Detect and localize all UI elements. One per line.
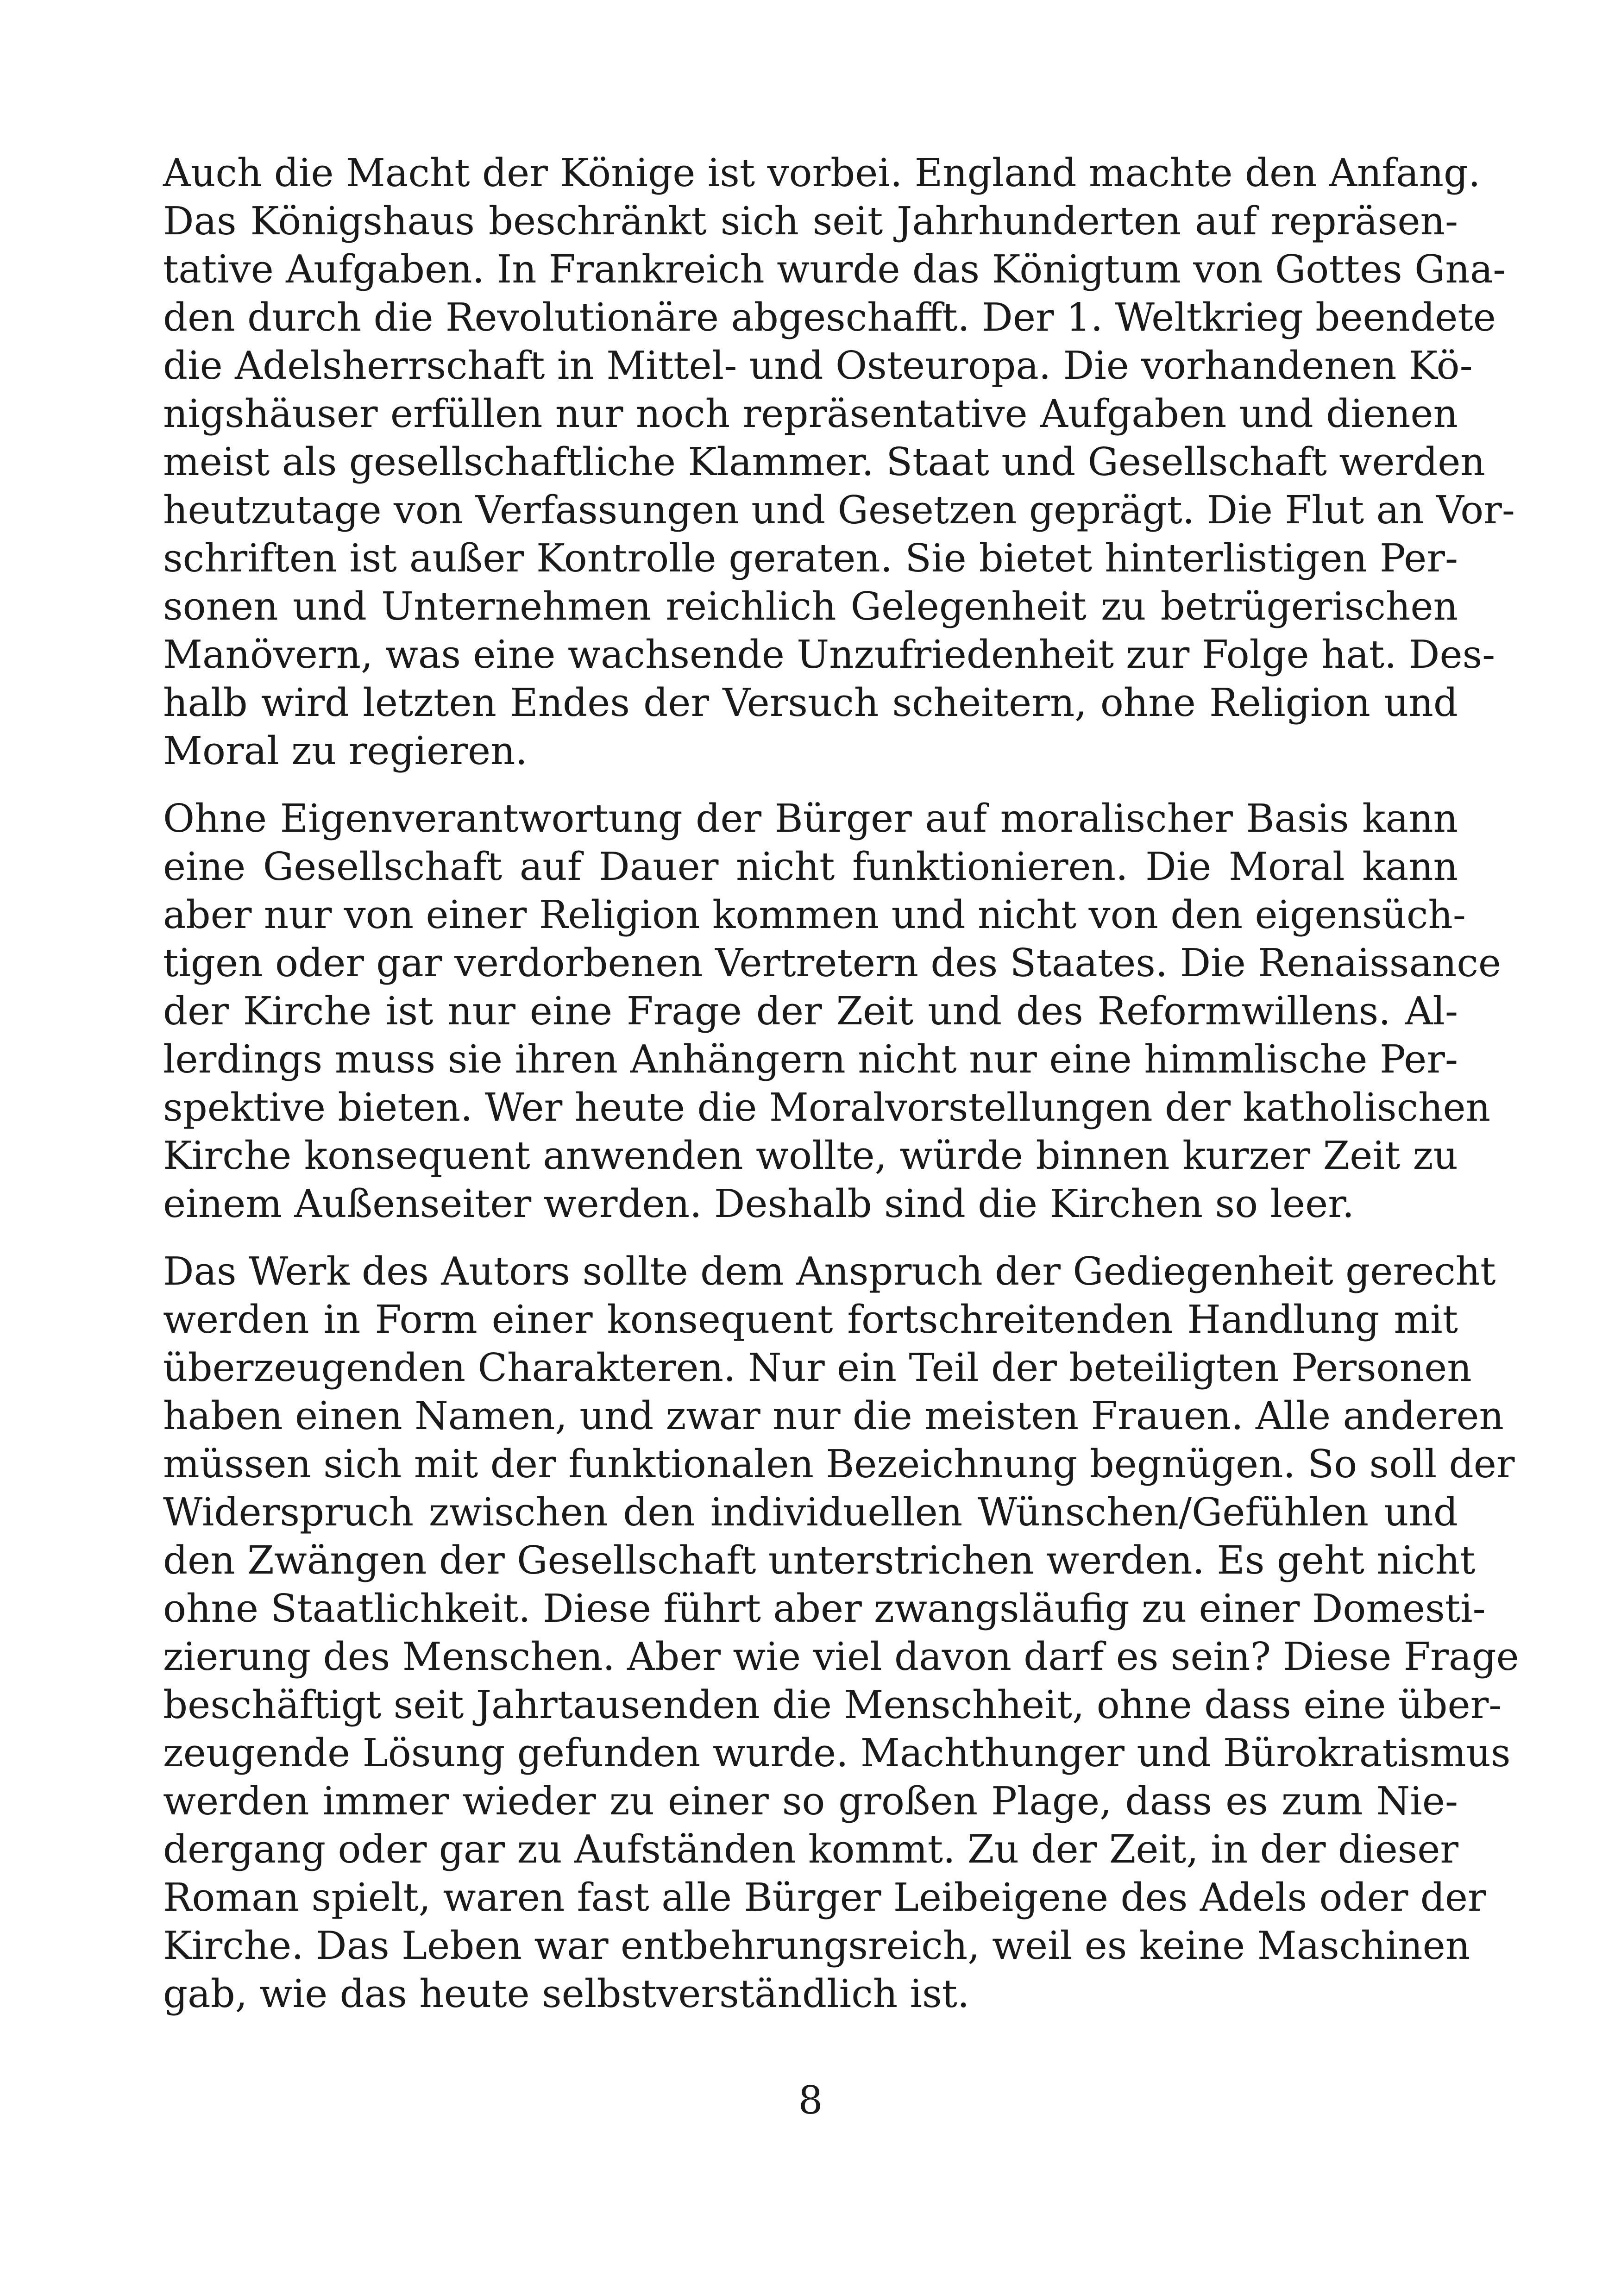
- text-line: meist als gesellschaftliche Klammer. Staat und Gesellschaft werden: [163, 439, 1485, 484]
- text-line: dergang oder gar zu Aufständen kommt. Zu der Zeit, in der dieser: [163, 1827, 1459, 1872]
- paragraph-1: [163, 149, 1515, 775]
- paragraph-3: [163, 1248, 1519, 2018]
- paragraph-spacer: [163, 775, 1458, 795]
- text-line: zeugende Lösung gefunden wurde. Machthunger und Bürokratismus: [163, 1731, 1511, 1775]
- text-line: haben einen Namen, und zwar nur die meisten Frauen. Alle anderen: [163, 1393, 1504, 1438]
- text-line: lerdings muss sie ihren Anhängern nicht nur eine himmlische Per-: [163, 1037, 1458, 1082]
- paragraph-spacer: [163, 1228, 1458, 1248]
- paragraph-2: [163, 795, 1501, 1228]
- text-line: einem Außenseiter werden. Deshalb sind die Kirchen so leer.: [163, 1181, 1355, 1226]
- text-line: Kirche konsequent anwenden wollte, würde binnen kurzer Zeit zu: [163, 1133, 1458, 1178]
- text-line: spektive bieten. Wer heute die Moralvorstellungen der katholischen: [163, 1085, 1491, 1130]
- text-line: Ohne Eigenverantwortung der Bürger auf moralischer Basis kann: [163, 796, 1458, 841]
- text-line: den durch die Revolutionäre abgeschafft. Der 1. Weltkrieg beendete: [163, 295, 1496, 340]
- text-line: werden in Form einer konsequent fortschreitenden Handlung mit: [163, 1297, 1458, 1342]
- text-line: Manövern, was eine wachsende Unzufriedenheit zur Folge hat. Des-: [163, 632, 1495, 677]
- text-line: beschäftigt seit Jahrtausenden die Menschheit, ohne dass eine über-: [163, 1682, 1502, 1727]
- text-line: werden immer wieder zu einer so großen Plage, dass es zum Nie-: [163, 1779, 1458, 1824]
- text-line: der Kirche ist nur eine Frage der Zeit und des Reformwillens. Al-: [163, 989, 1458, 1034]
- text-line: Auch die Macht der Könige ist vorbei. England machte den Anfang.: [163, 151, 1481, 195]
- text-line: halb wird letzten Endes der Versuch scheitern, ohne Religion und: [163, 680, 1458, 725]
- text-line: zierung des Menschen. Aber wie viel davon darf es sein? Diese Frage: [163, 1634, 1519, 1679]
- text-line: aber nur von einer Religion kommen und nicht von den eigensüch-: [163, 892, 1466, 937]
- text-line: Kirche. Das Leben war entbehrungsreich, weil es keine Maschinen: [163, 1923, 1470, 1968]
- text-line: Moral zu regieren.: [163, 728, 528, 773]
- page-body: [163, 149, 1519, 2018]
- text-line: schriften ist außer Kontrolle geraten. Sie bietet hinterlistigen Per-: [163, 536, 1458, 581]
- text-line: überzeugenden Charakteren. Nur ein Teil der beteiligten Personen: [163, 1345, 1472, 1390]
- text-line: müssen sich mit der funktionalen Bezeichnung begnügen. So soll der: [163, 1442, 1515, 1487]
- text-line: ohne Staatlichkeit. Diese führt aber zwangsläufig zu einer Domesti-: [163, 1586, 1486, 1631]
- text-line: tigen oder gar verdorbenen Vertretern des Staates. Die Renaissance: [163, 941, 1501, 985]
- text-line: nigshäuser erfüllen nur noch repräsentative Aufgaben und dienen: [163, 391, 1458, 436]
- text-line: Roman spielt, waren fast alle Bürger Leibeigene des Adels oder der: [163, 1875, 1486, 1920]
- page-number: 8: [798, 2078, 823, 2123]
- text-line: den Zwängen der Gesellschaft unterstrichen werden. Es geht nicht: [163, 1538, 1476, 1583]
- text-line: gab, wie das heute selbstverständlich ist.: [163, 1971, 970, 2016]
- text-line: heutzutage von Verfassungen und Gesetzen geprägt. Die Flut an Vor-: [163, 488, 1515, 533]
- text-line: sonen und Unternehmen reichlich Gelegenheit zu betrügerischen: [163, 584, 1458, 629]
- text-line: Das Königshaus beschränkt sich seit Jahrhunderten auf repräsen-: [163, 199, 1458, 244]
- text-line: eine Gesellschaft auf Dauer nicht funktionieren. Die Moral kann: [163, 844, 1458, 889]
- text-line: Das Werk des Autors sollte dem Anspruch der Gediegenheit gerecht: [163, 1249, 1496, 1294]
- text-line: die Adelsherrschaft in Mittel- und Osteuropa. Die vorhandenen Kö-: [163, 343, 1473, 388]
- text-line: Widerspruch zwischen den individuellen Wünschen/Gefühlen und: [163, 1490, 1458, 1535]
- text-line: tative Aufgaben. In Frankreich wurde das Königtum von Gottes Gna-: [163, 247, 1506, 292]
